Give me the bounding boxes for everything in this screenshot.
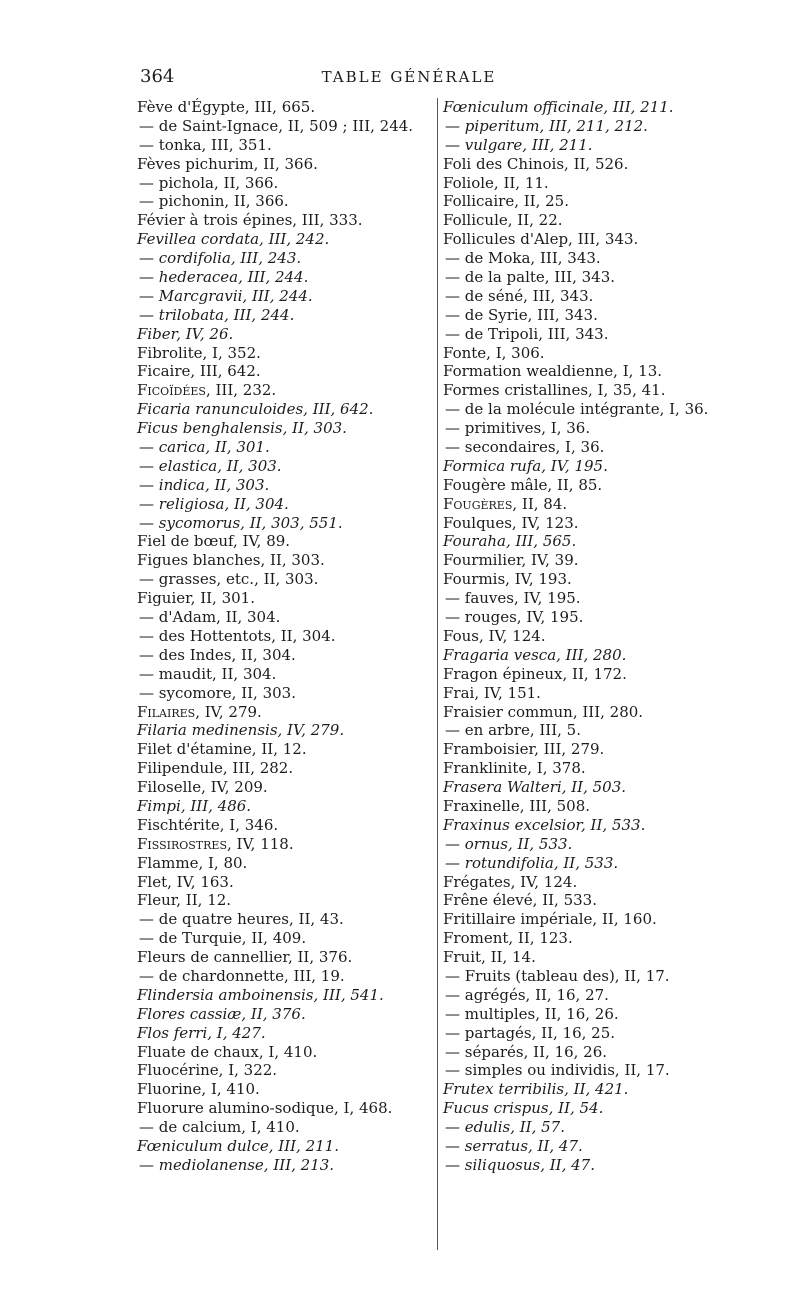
index-entry — [137, 854, 433, 873]
index-entry-text: Frasera Walteri, II, 503. — [443, 778, 627, 797]
index-entry-text: — primitives, I, 36. — [445, 419, 591, 438]
index-entry-text: — partagés, II, 16, 25. — [445, 1023, 616, 1042]
index-entry — [137, 268, 433, 287]
index-entry-text: — carica, II, 301. — [139, 438, 270, 457]
index-entry-text: — religiosa, II, 304. — [139, 494, 289, 513]
index-entry — [137, 362, 433, 381]
index-entry-text: Ficus benghalensis, II, 303. — [137, 419, 347, 438]
index-entry-text: Fleurs de cannellier, II, 376. — [137, 948, 353, 967]
index-entry-text: Frai, IV, 151. — [443, 683, 541, 702]
index-entry — [443, 306, 743, 325]
running-title: TABLE GÉNÉRALE — [321, 68, 497, 86]
index-entry — [443, 986, 743, 1005]
index-column-right — [443, 98, 743, 1175]
index-entry-text: Ficoïdées, III, 232. — [137, 381, 277, 400]
index-entry — [137, 400, 433, 419]
index-entry — [443, 627, 743, 646]
index-entry — [443, 287, 743, 306]
page-number: 364 — [140, 66, 175, 87]
index-entry-text: — de Moka, III, 343. — [445, 249, 601, 268]
index-entry-text: — cordifolia, III, 243. — [139, 249, 302, 268]
index-entry-text: — simples ou individis, II, 17. — [445, 1061, 670, 1080]
index-entry — [137, 948, 433, 967]
index-entry-text: Fluocérine, I, 322. — [137, 1061, 278, 1080]
index-entry-text: — sycomore, II, 303. — [139, 683, 296, 702]
index-entry-text: — de calcium, I, 410. — [139, 1118, 300, 1137]
index-entry-text: Fourmis, IV, 193. — [443, 570, 572, 589]
index-entry-text: Figuier, II, 301. — [137, 589, 255, 608]
index-entry-text: Foliole, II, 11. — [443, 173, 549, 192]
index-entry-text: Flamme, I, 80. — [137, 853, 248, 872]
index-entry — [443, 174, 743, 193]
index-entry — [137, 174, 433, 193]
index-entry-text: — agrégés, II, 16, 27. — [445, 985, 609, 1004]
index-entry — [443, 759, 743, 778]
index-entry-text: Fous, IV, 124. — [443, 626, 546, 645]
index-entry-text: — multiples, II, 16, 26. — [445, 1004, 619, 1023]
index-entry-text: Fibrolite, I, 352. — [137, 343, 261, 362]
index-entry-text: Filet d'étamine, II, 12. — [137, 740, 307, 759]
index-entry-text: Fœniculum officinale, III, 211. — [443, 98, 674, 116]
index-entry — [137, 1061, 433, 1080]
index-entry-text: — des Indes, II, 304. — [139, 645, 296, 664]
index-entry-text: — rouges, IV, 195. — [445, 608, 584, 627]
index-entry — [443, 873, 743, 892]
index-entry — [137, 476, 433, 495]
index-entry — [443, 835, 743, 854]
index-entry — [443, 1043, 743, 1062]
index-entry — [443, 684, 743, 703]
index-entry — [443, 230, 743, 249]
index-entry — [443, 646, 743, 665]
index-entry-text: — pichonin, II, 366. — [139, 192, 289, 211]
index-entry — [443, 1024, 743, 1043]
index-entry-text: — siliquosus, II, 47. — [445, 1155, 595, 1174]
index-entry — [443, 117, 743, 136]
index-entry-text: Fimpi, III, 486. — [137, 796, 252, 815]
index-entry — [137, 551, 433, 570]
index-column-left — [137, 98, 433, 1175]
index-entry — [137, 192, 433, 211]
index-entry — [443, 570, 743, 589]
index-entry — [443, 532, 743, 551]
index-entry — [443, 325, 743, 344]
index-entry — [137, 306, 433, 325]
index-entry — [443, 438, 743, 457]
index-entry — [137, 325, 433, 344]
index-entry-text: Filaria medinensis, IV, 279. — [137, 721, 345, 740]
index-entry-text: Fluate de chaux, I, 410. — [137, 1042, 318, 1061]
index-entry-text: Follicules d'Alep, III, 343. — [443, 230, 639, 249]
index-entry — [137, 627, 433, 646]
index-entry-text: Frégates, IV, 124. — [443, 872, 578, 891]
page-header — [140, 66, 678, 94]
index-entry-text: Frutex terribilis, II, 421. — [443, 1080, 629, 1099]
index-entry-text: Ficaria ranunculoides, III, 642. — [137, 400, 374, 419]
index-entry — [137, 721, 433, 740]
index-entry — [137, 740, 433, 759]
index-entry — [137, 646, 433, 665]
index-entry — [137, 136, 433, 155]
index-entry — [137, 1024, 433, 1043]
index-entry — [137, 891, 433, 910]
index-entry — [443, 268, 743, 287]
index-entry — [137, 98, 433, 117]
index-entry — [137, 419, 433, 438]
index-entry-text: Flindersia amboinensis, III, 541. — [137, 985, 384, 1004]
index-entry-text: Fraxinus excelsior, II, 533. — [443, 815, 646, 834]
index-entry-text: Fischtérite, I, 346. — [137, 815, 279, 834]
index-entry-text: — de la palte, III, 343. — [445, 268, 616, 287]
index-entry — [443, 495, 743, 514]
index-entry-text: Févier à trois épines, III, 333. — [137, 211, 363, 230]
index-entry-text: Franklinite, I, 378. — [443, 759, 586, 778]
index-entry — [443, 1005, 743, 1024]
index-entry-text: — trilobata, III, 244. — [139, 305, 295, 324]
index-entry-text: Flet, IV, 163. — [137, 872, 234, 891]
index-entry-text: Fucus crispus, II, 54. — [443, 1099, 604, 1118]
index-entry — [137, 438, 433, 457]
index-entry-text: Fourmilier, IV, 39. — [443, 551, 579, 570]
index-entry — [137, 608, 433, 627]
index-entry — [443, 457, 743, 476]
index-entry — [443, 419, 743, 438]
index-entry — [137, 570, 433, 589]
index-entry-text: — hederacea, III, 244. — [139, 268, 309, 287]
index-entry — [443, 1156, 743, 1175]
index-entry — [443, 136, 743, 155]
index-entry — [137, 835, 433, 854]
index-entry — [137, 249, 433, 268]
index-entry — [443, 929, 743, 948]
index-entry — [137, 684, 433, 703]
index-entry-text: — elastica, II, 303. — [139, 456, 282, 475]
index-entry-text: Fevillea cordata, III, 242. — [137, 230, 330, 249]
index-entry-text: — secondaires, I, 36. — [445, 438, 605, 457]
index-entry-text: — de chardonnette, III, 19. — [139, 966, 345, 985]
index-entry — [443, 400, 743, 419]
index-entry-text: — pichola, II, 366. — [139, 173, 279, 192]
index-entry-text: Flores cassiæ, II, 376. — [137, 1004, 306, 1023]
index-entry — [443, 740, 743, 759]
index-entry — [137, 344, 433, 363]
index-entry-text: Fleur, II, 12. — [137, 891, 232, 910]
index-entry-text: Fonte, I, 306. — [443, 343, 545, 362]
index-entry — [137, 1080, 433, 1099]
index-entry — [443, 344, 743, 363]
index-entry-text: Frêne élevé, II, 533. — [443, 891, 597, 910]
index-entry-text: Fissirostres, IV, 118. — [137, 834, 294, 853]
index-entry — [443, 1118, 743, 1137]
index-entry — [443, 816, 743, 835]
index-entry — [137, 457, 433, 476]
index-entry-text: — maudit, II, 304. — [139, 664, 277, 683]
index-entry-text: Formation wealdienne, I, 13. — [443, 362, 663, 381]
index-entry — [137, 1099, 433, 1118]
index-entry-text: — mediolanense, III, 213. — [139, 1155, 335, 1174]
index-entry — [443, 1137, 743, 1156]
index-entry — [443, 854, 743, 873]
index-entry-text: — de quatre heures, II, 43. — [139, 910, 344, 929]
index-entry — [137, 514, 433, 533]
index-entry — [443, 608, 743, 627]
index-entry-text: — en arbre, III, 5. — [445, 721, 581, 740]
index-entry-text: Foulques, IV, 123. — [443, 513, 579, 532]
index-entry — [137, 759, 433, 778]
index-entry-text: — Fruits (tableau des), II, 17. — [445, 966, 670, 985]
index-entry — [443, 98, 743, 117]
index-entry-text: — indica, II, 303. — [139, 475, 270, 494]
index-entry — [443, 211, 743, 230]
index-entry — [443, 703, 743, 722]
index-entry-text: Fruit, II, 14. — [443, 948, 536, 967]
index-entry — [137, 797, 433, 816]
index-entry-text: Fougère mâle, II, 85. — [443, 475, 603, 494]
index-entry — [137, 211, 433, 230]
index-entry — [137, 929, 433, 948]
index-entry-text: Fragaria vesca, III, 280. — [443, 645, 627, 664]
index-entry-text: Flos ferri, I, 427. — [137, 1023, 266, 1042]
index-entry — [443, 589, 743, 608]
index-entry — [443, 967, 743, 986]
index-entry-text: — d'Adam, II, 304. — [139, 608, 281, 627]
index-entry — [443, 1099, 743, 1118]
index-entry-text: — piperitum, III, 211, 212. — [445, 116, 648, 135]
index-entry — [137, 495, 433, 514]
index-entry — [137, 1118, 433, 1137]
index-entry — [443, 192, 743, 211]
index-entry — [443, 1080, 743, 1099]
index-entry — [137, 665, 433, 684]
index-entry-text: — fauves, IV, 195. — [445, 589, 581, 608]
index-entry — [137, 816, 433, 835]
index-entry-text: Fougères, II, 84. — [443, 494, 568, 513]
index-entry — [443, 514, 743, 533]
index-entry-text: — grasses, etc., II, 303. — [139, 570, 319, 589]
index-entry-text: — séparés, II, 16, 26. — [445, 1042, 608, 1061]
index-entry — [137, 703, 433, 722]
index-entry-text: Filipendule, III, 282. — [137, 759, 294, 778]
index-entry-text: Fouraha, III, 565. — [443, 532, 577, 551]
index-entry-text: — serratus, II, 47. — [445, 1136, 583, 1155]
index-entry — [443, 910, 743, 929]
index-entry-text: Foli des Chinois, II, 526. — [443, 154, 629, 173]
index-entry — [443, 249, 743, 268]
index-entry-text: — sycomorus, II, 303, 551. — [139, 513, 343, 532]
index-entry — [137, 230, 433, 249]
index-entry-text: — vulgare, III, 211. — [445, 135, 593, 154]
index-entry — [137, 1005, 433, 1024]
index-entry — [443, 476, 743, 495]
index-entry-text: — edulis, II, 57. — [445, 1118, 565, 1137]
index-entry-text: — de séné, III, 343. — [445, 286, 594, 305]
index-entry-text: — de Turquie, II, 409. — [139, 929, 307, 948]
index-entry — [137, 287, 433, 306]
index-entry — [137, 532, 433, 551]
index-entry-text: — de Saint-Ignace, II, 509 ; III, 244. — [139, 116, 414, 135]
index-entry-text: Fèves pichurim, II, 366. — [137, 154, 318, 173]
index-entry — [137, 967, 433, 986]
index-entry — [443, 1061, 743, 1080]
index-entry — [137, 1156, 433, 1175]
index-entry-text: Fluorure alumino-sodique, I, 468. — [137, 1099, 393, 1118]
index-entry — [137, 910, 433, 929]
index-entry — [137, 1137, 433, 1156]
index-entry — [443, 362, 743, 381]
index-entry-text: — Marcgravii, III, 244. — [139, 286, 313, 305]
index-entry — [443, 721, 743, 740]
index-entry-text: Fraisier commun, III, 280. — [443, 702, 644, 721]
index-entry-text: Fraxinelle, III, 508. — [443, 796, 591, 815]
index-entry — [137, 117, 433, 136]
index-entry-text: — de la molécule intégrante, I, 36. — [445, 400, 709, 419]
index-entry-text: Filoselle, IV, 209. — [137, 778, 268, 797]
index-entry — [443, 778, 743, 797]
index-entry-text: Formes cristallines, I, 35, 41. — [443, 381, 666, 400]
index-entry-text: Ficaire, III, 642. — [137, 362, 261, 381]
index-entry-text: Follicule, II, 22. — [443, 211, 563, 230]
index-entry — [137, 589, 433, 608]
index-entry — [443, 948, 743, 967]
index-entry-text: Figues blanches, II, 303. — [137, 551, 325, 570]
index-entry-text: Fluorine, I, 410. — [137, 1080, 260, 1099]
index-entry-text: — ornus, II, 533. — [445, 834, 573, 853]
index-entry — [137, 778, 433, 797]
column-divider — [437, 98, 438, 1250]
index-entry-text: — rotundifolia, II, 533. — [445, 853, 619, 872]
index-entry-text: Follicaire, II, 25. — [443, 192, 569, 211]
index-entry — [137, 873, 433, 892]
index-entry-text: Fève d'Égypte, III, 665. — [137, 98, 316, 116]
index-entry — [137, 155, 433, 174]
index-entry — [443, 797, 743, 816]
index-entry — [443, 891, 743, 910]
index-entry-text: Fœniculum dulce, III, 211. — [137, 1136, 339, 1155]
index-entry-text: — de Syrie, III, 343. — [445, 305, 598, 324]
index-entry-text: Formica rufa, IV, 195. — [443, 456, 608, 475]
index-entry-text: Filaires, IV, 279. — [137, 702, 262, 721]
index-entry-text: Fritillaire impériale, II, 160. — [443, 910, 657, 929]
index-entry-text: — des Hottentots, II, 304. — [139, 626, 336, 645]
index-entry — [443, 155, 743, 174]
index-entry — [443, 551, 743, 570]
index-entry-text: — tonka, III, 351. — [139, 135, 272, 154]
index-entry-text: Fragon épineux, II, 172. — [443, 664, 627, 683]
index-entry-text: Framboisier, III, 279. — [443, 740, 605, 759]
index-entry-text: — de Tripoli, III, 343. — [445, 324, 609, 343]
index-entry — [443, 381, 743, 400]
index-entry — [137, 1043, 433, 1062]
index-entry-text: Fiber, IV, 26. — [137, 324, 234, 343]
index-entry — [137, 986, 433, 1005]
index-entry-text: Froment, II, 123. — [443, 929, 573, 948]
index-entry — [443, 665, 743, 684]
index-entry-text: Fiel de bœuf, IV, 89. — [137, 532, 291, 551]
index-entry — [137, 381, 433, 400]
